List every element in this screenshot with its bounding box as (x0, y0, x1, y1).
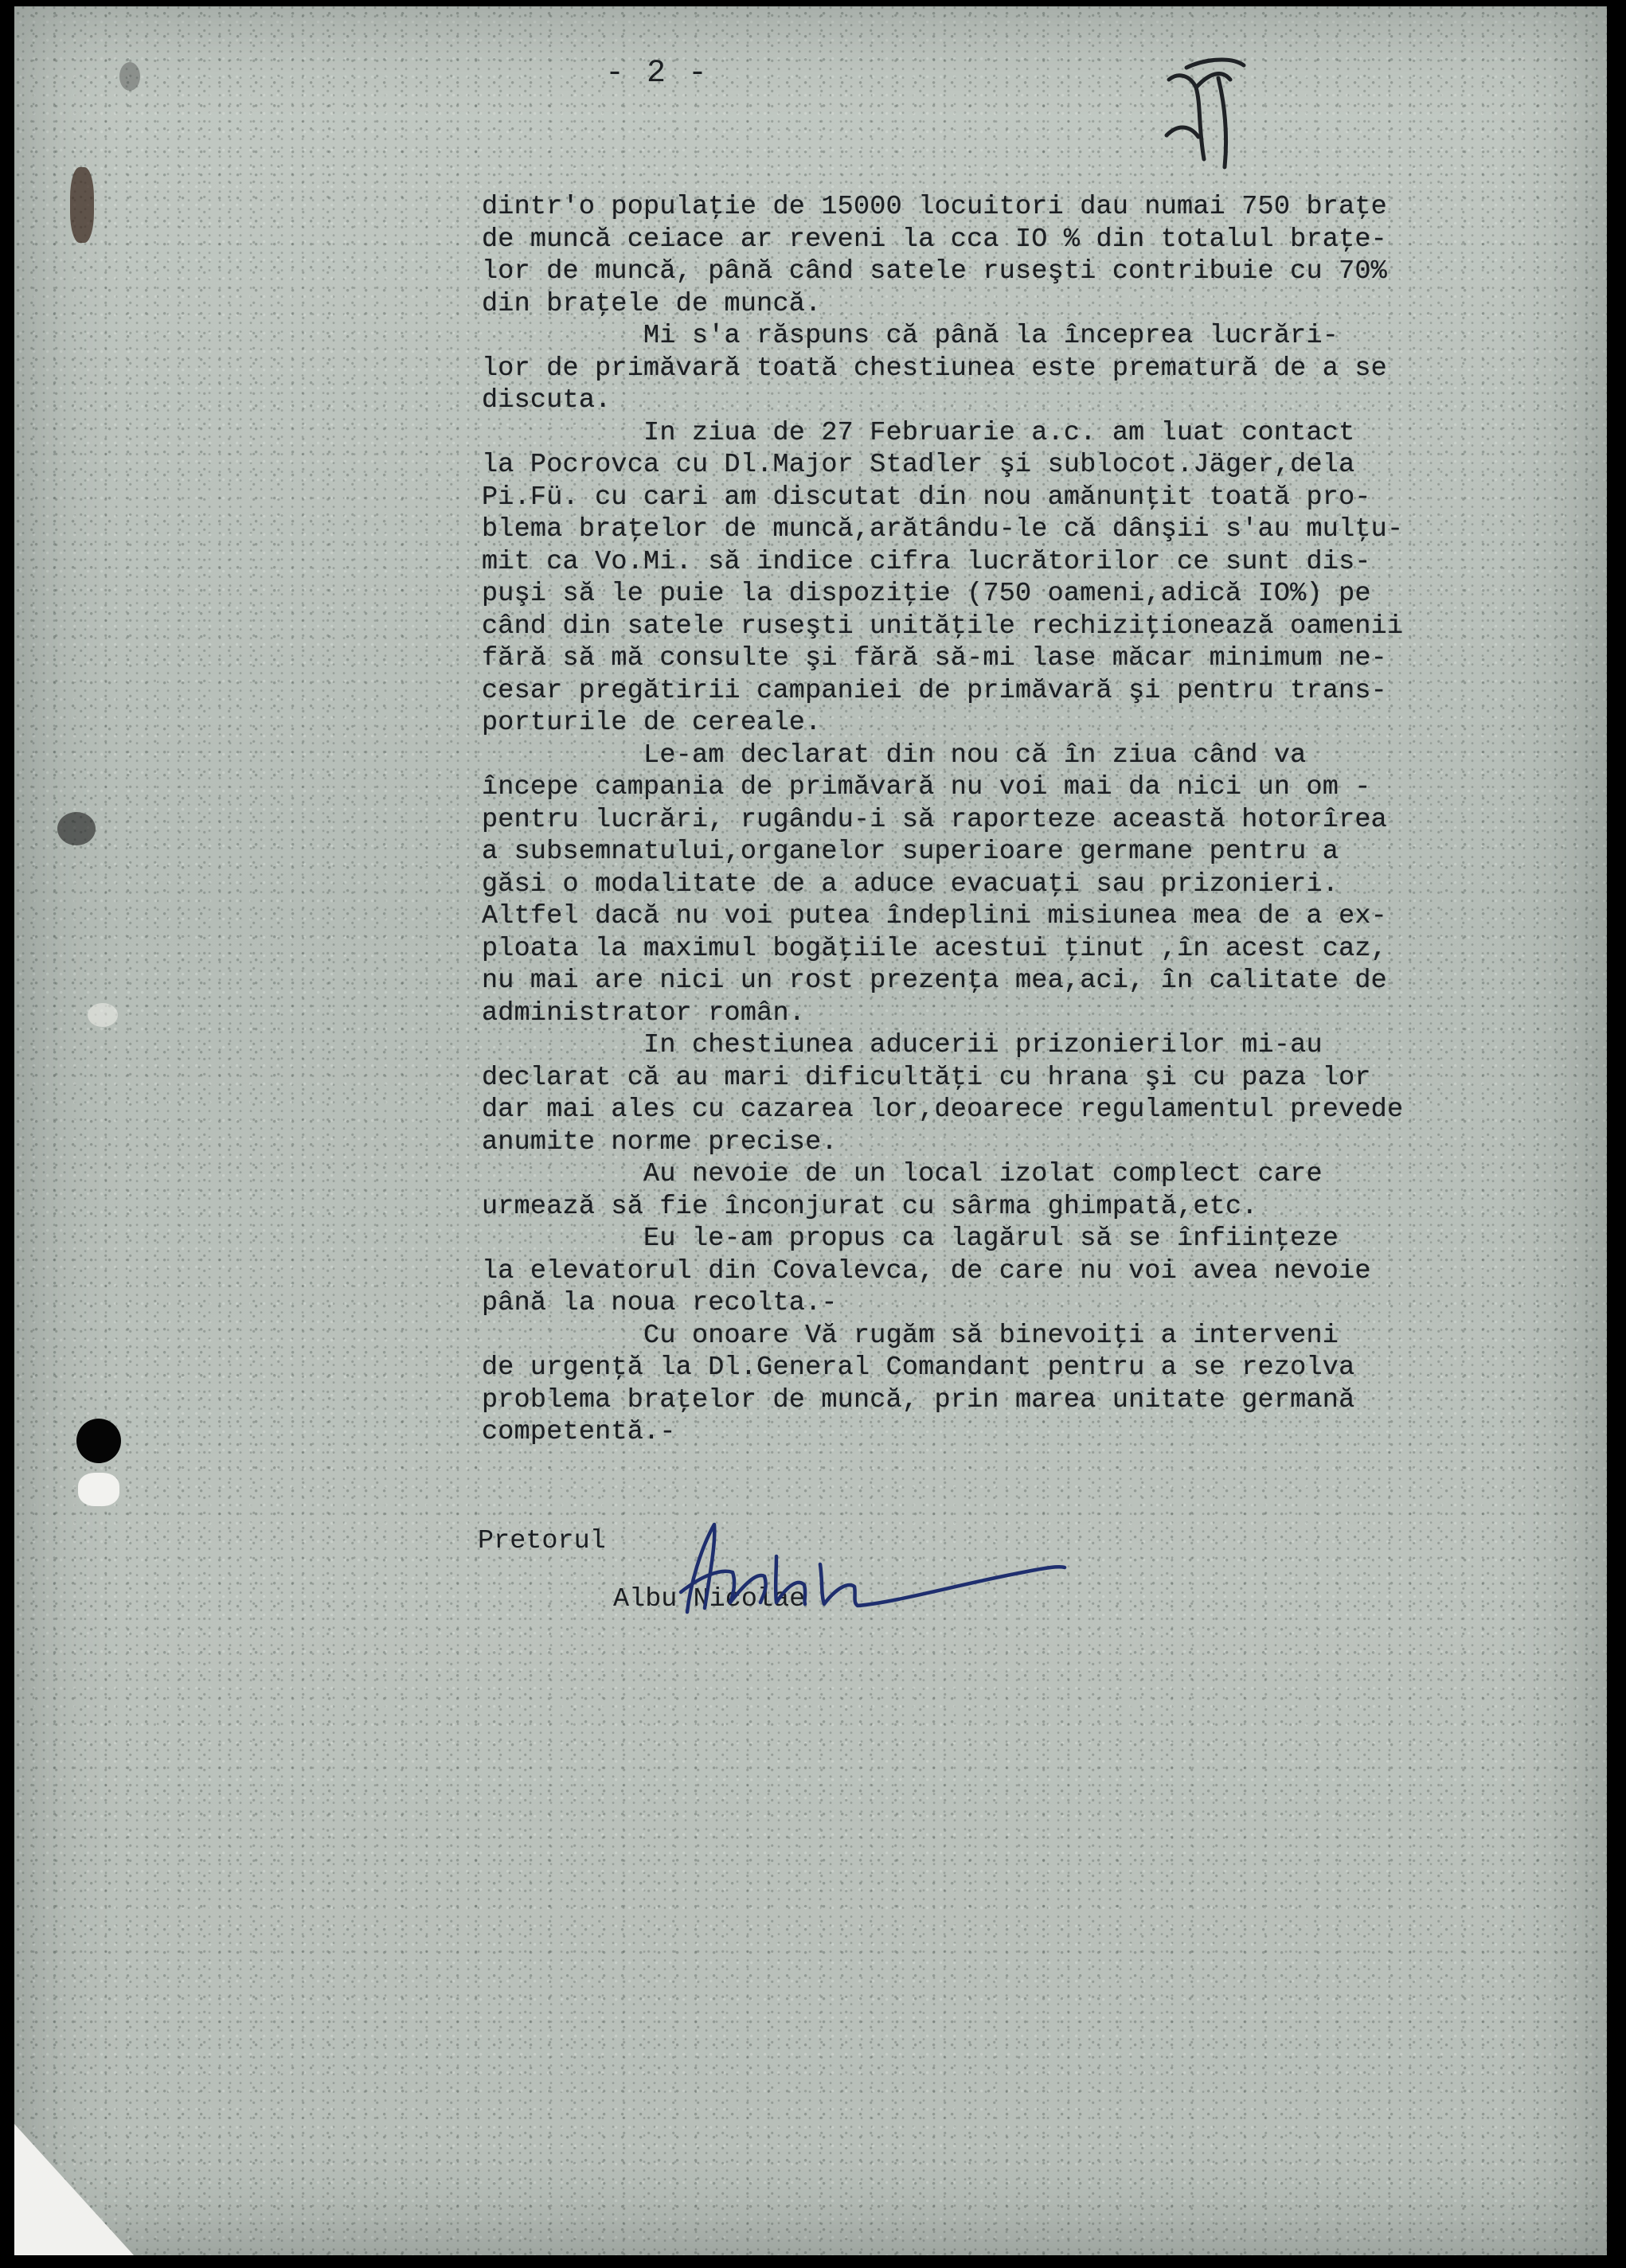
text-line: de urgenţă la Dl.General Comandant pentru a se rezolva (482, 1353, 1355, 1383)
text-line: Au nevoie de un local izolat complect care (482, 1159, 1323, 1189)
punch-hole (76, 1419, 121, 1463)
text-line: In chestiunea aducerii prizonierilor mi-au (482, 1030, 1323, 1060)
folded-corner (14, 2124, 134, 2255)
text-line: Eu le-am propus ca lagărul să se înfiinţeze (482, 1224, 1339, 1254)
text-line: dintr'o populaţie de 15000 locuitori dau numai 750 braţe (482, 192, 1387, 222)
stain-mark (70, 167, 94, 243)
text-line: Mi s'a răspuns că până la începrea lucrări- (482, 321, 1339, 351)
text-line: mit ca Vo.Mi. să indice cifra lucrătorilor ce sunt dis- (482, 546, 1371, 577)
text-line: Le-am declarat din nou că în ziua când va (482, 740, 1307, 771)
text-line: începe campania de primăvară nu voi mai da nici un om - (482, 772, 1371, 802)
text-line: discuta. (482, 385, 612, 416)
page-number: - 2 - (605, 56, 709, 92)
text-line: urmează să fie înconjurat cu sârma ghimpată,etc. (482, 1191, 1258, 1222)
text-line: până la noua recolta.- (482, 1288, 838, 1318)
text-line: competentă.- (482, 1417, 676, 1447)
text-line: lor de muncă, până când satele ruseşti contribuie cu 70% (482, 256, 1387, 287)
stain-mark (57, 812, 96, 845)
text-line: dar mai ales cu cazarea lor,deoarece regulamentul prevede (482, 1095, 1404, 1125)
text-line: de muncă ceiace ar reveni la cca IO % din totalul braţe- (482, 224, 1387, 255)
signatory-name: Albu Nicolae (613, 1584, 806, 1614)
text-line: Pi.Fü. cu cari am discutat din nou amănunţit toată pro- (482, 482, 1371, 513)
text-line: din braţele de muncă. (482, 288, 822, 319)
text-line: pentru lucrări, rugându-i să raporteze această hotorîrea (482, 804, 1387, 835)
signatory-title: Pretorul (478, 1526, 606, 1556)
signature-block (478, 1517, 1115, 1644)
text-line: porturile de cereale. (482, 708, 822, 738)
handwritten-signature (657, 1509, 1071, 1628)
handwritten-initials (1155, 48, 1258, 183)
text-line: la Pocrovca cu Dl.Major Stadler şi sublocot.Jäger,dela (482, 450, 1355, 480)
text-line: Altfel dacă nu voi putea îndeplini misiunea mea de a ex- (482, 901, 1387, 931)
text-line: când din satele ruseşti unităţile rechiziţionează oamenii (482, 611, 1404, 642)
punch-hole-mark (78, 1473, 119, 1506)
text-line: In ziua de 27 Februarie a.c. am luat contact (482, 417, 1355, 448)
text-line: a subsemnatului,organelor superioare germane pentru a (482, 837, 1339, 867)
text-line: ploata la maximul bogăţiile acestui ţinut ,în acest caz, (482, 933, 1387, 964)
text-line: găsi o modalitate de a aduce evacuaţi sau prizonieri. (482, 869, 1339, 900)
text-line: nu mai are nici un rost prezenţa mea,aci, în calitate de (482, 966, 1387, 996)
text-line: cesar pregătirii campaniei de primăvară şi pentru trans- (482, 675, 1387, 706)
letter-body (482, 191, 1612, 1449)
text-line: Cu onoare Vă rugăm să binevoiţi a interveni (482, 1320, 1339, 1351)
stain-mark (88, 1003, 118, 1027)
text-line: lor de primăvară toată chestiunea este prematură de a se (482, 353, 1387, 384)
text-line: anumite norme precise. (482, 1126, 838, 1157)
text-line: puşi să le puie la dispoziţie (750 oameni,adică IO%) pe (482, 579, 1371, 609)
text-line: problema braţelor de muncă, prin marea unitate germană (482, 1384, 1355, 1415)
stain-mark (119, 62, 140, 91)
text-line: la elevatorul din Covalevca, de care nu voi avea nevoie (482, 1255, 1371, 1286)
text-line: fără să mă consulte şi fără să-mi lase măcar minimum ne- (482, 643, 1387, 673)
text-line: declarat că au mari dificultăţi cu hrana şi cu paza lor (482, 1062, 1371, 1093)
text-line: blema braţelor de muncă,arătându-le că dânşii s'au mulţu- (482, 514, 1404, 545)
text-line: administrator român. (482, 997, 806, 1029)
